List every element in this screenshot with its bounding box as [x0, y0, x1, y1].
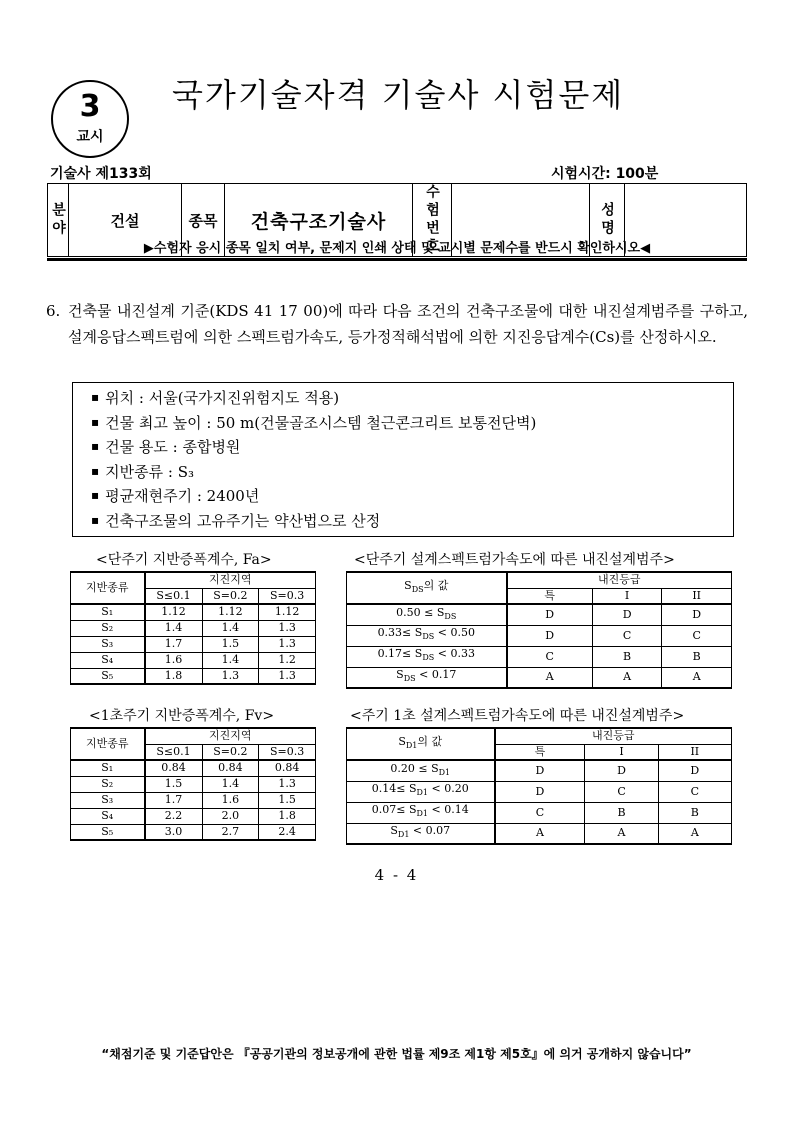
question-text: 건축물 내진설계 기준(KDS 41 17 00)에 따라 다음 조건의 건축구조물에 대한 내진설계범주를 구하고, 설계응답스펙트럼에 의한 스펙트럼가속도, 등가정적해석법에 의한 지진응답계수(Cs)를 산정하시오. — [68, 302, 748, 346]
table-row — [347, 802, 732, 823]
fv-site-cell: S₃ — [71, 792, 145, 808]
fa-header-site: 지반종류 — [71, 572, 145, 604]
fv-value-cell: 1.6 — [202, 792, 259, 808]
fv-site-cell: S₅ — [71, 824, 145, 840]
sds-value-cell: D — [507, 604, 593, 625]
name-label: 성명 — [590, 184, 625, 257]
table-row — [347, 604, 732, 625]
table-row — [347, 625, 732, 646]
condition-item: ▪ 건축구조물의 고유주기는 약산법으로 산정 — [91, 509, 733, 534]
sds-range-cell: $0.50 \le S_{DS}$ — [347, 604, 507, 625]
fv-value-cell: 2.0 — [202, 808, 259, 824]
sd1-col-header: 특 — [495, 744, 585, 760]
fv-value-cell: 0.84 — [145, 760, 203, 776]
field-value: 건설 — [69, 184, 182, 257]
fa-value-cell: 1.4 — [202, 652, 259, 668]
sd1-value-cell: D — [585, 760, 658, 781]
fv-col-header: S=0.2 — [202, 744, 259, 760]
sds-value-cell: B — [662, 646, 732, 667]
sds-value-cell: B — [592, 646, 661, 667]
session-number: 3 — [79, 89, 101, 124]
field-label: 분야 — [48, 184, 69, 257]
fv-value-cell: 2.2 — [145, 808, 203, 824]
sd1-header-value: $S_{D1}$의 값 — [347, 728, 495, 760]
sds-value-cell: D — [662, 604, 732, 625]
sds-col-header: II — [662, 588, 732, 604]
condition-item: ▪ 건물 용도 : 종합병원 — [91, 435, 733, 460]
fa-col-header: S=0.2 — [202, 588, 259, 604]
table-row — [71, 652, 316, 668]
sds-col-header: I — [592, 588, 661, 604]
table-row — [347, 781, 732, 802]
sds-col-header: 특 — [507, 588, 593, 604]
table-row — [71, 760, 316, 776]
fv-col-header: S≤0.1 — [145, 744, 203, 760]
page-title: 국가기술자격 기술사 시험문제 — [172, 76, 625, 114]
fa-value-cell: 1.4 — [145, 620, 203, 636]
sd1-value-cell: D — [658, 760, 731, 781]
fv-site-cell: S₂ — [71, 776, 145, 792]
fa-site-cell: S₁ — [71, 604, 145, 620]
fv-header-site: 지반종류 — [71, 728, 145, 760]
fa-value-cell: 1.3 — [259, 668, 316, 684]
condition-item: ▪ 건물 최고 높이 : 50 m(건물골조시스템 철근콘크리트 보통전단벽) — [91, 411, 733, 436]
session-label: 교시 — [76, 129, 104, 145]
disclosure-footer: “채점기준 및 기준답안은 『공공기관의 정보공개에 관한 법률 제9조 제1항 제5호』에 의거 공개하지 않습니다” — [101, 1047, 692, 1061]
fa-value-cell: 1.12 — [145, 604, 203, 620]
sd1-table-caption: <주기 1초 설계스펙트럼가속도에 따른 내진설계범주> — [350, 708, 685, 724]
sd1-value-cell: D — [495, 760, 585, 781]
fa-value-cell: 1.3 — [202, 668, 259, 684]
fv-table — [70, 727, 316, 841]
table-row — [347, 646, 732, 667]
table-row — [71, 604, 316, 620]
sds-range-cell: $S_{DS} < 0.17$ — [347, 667, 507, 688]
condition-item: ▪ 지반종류 : S₃ — [91, 460, 733, 485]
fa-value-cell: 1.4 — [202, 620, 259, 636]
fa-table — [70, 571, 316, 685]
fa-value-cell: 1.8 — [145, 668, 203, 684]
notice-banner: ▶수험자 응시 종목 일치 여부, 문제지 인쇄 상태 및 교시별 문제수를 반드시 확인하시오◀ — [47, 239, 747, 261]
sd1-range-cell: $0.20 \le S_{D1}$ — [347, 760, 495, 781]
fv-value-cell: 1.8 — [259, 808, 316, 824]
fa-value-cell: 1.12 — [259, 604, 316, 620]
sd1-header-grade: 내진등급 — [495, 728, 732, 744]
fv-value-cell: 2.4 — [259, 824, 316, 840]
fv-table-caption: <1초주기 지반증폭계수, Fv> — [89, 708, 275, 724]
sd1-range-cell: $0.14\le S_{D1} < 0.20$ — [347, 781, 495, 802]
table-row — [71, 620, 316, 636]
table-row — [347, 760, 732, 781]
fv-value-cell: 1.3 — [259, 776, 316, 792]
conditions-box — [72, 382, 734, 537]
fa-value-cell: 1.5 — [202, 636, 259, 652]
exam-time: 시험시간: 100분 — [551, 166, 659, 182]
sds-range-cell: $0.17\le S_{DS} < 0.33$ — [347, 646, 507, 667]
condition-item: ▪ 평균재현주기 : 2400년 — [91, 484, 733, 509]
sds-header-value: $S_{DS}$의 값 — [347, 572, 507, 604]
fv-value-cell: 1.5 — [259, 792, 316, 808]
sds-value-cell: C — [592, 625, 661, 646]
table-row — [71, 808, 316, 824]
fa-value-cell: 1.2 — [259, 652, 316, 668]
sd1-table — [346, 727, 732, 845]
table-row — [71, 792, 316, 808]
table-row — [347, 667, 732, 688]
sd1-value-cell: A — [495, 823, 585, 844]
fa-value-cell: 1.7 — [145, 636, 203, 652]
fa-value-cell: 1.12 — [202, 604, 259, 620]
table-row — [71, 636, 316, 652]
sds-range-cell: $0.33\le S_{DS} < 0.50$ — [347, 625, 507, 646]
sds-value-cell: C — [507, 646, 593, 667]
fa-site-cell: S₄ — [71, 652, 145, 668]
fv-value-cell: 0.84 — [259, 760, 316, 776]
question-block — [46, 298, 748, 350]
fa-header-region: 지진지역 — [145, 572, 316, 588]
fa-value-cell: 1.3 — [259, 636, 316, 652]
sds-value-cell: A — [507, 667, 593, 688]
fv-value-cell: 3.0 — [145, 824, 203, 840]
sd1-value-cell: D — [495, 781, 585, 802]
sds-value-cell: A — [592, 667, 661, 688]
page-number: 4 - 4 — [374, 866, 419, 884]
sd1-value-cell: B — [658, 802, 731, 823]
fv-value-cell: 1.4 — [202, 776, 259, 792]
table-row — [71, 668, 316, 684]
session-badge — [51, 80, 129, 158]
fa-col-header: S≤0.1 — [145, 588, 203, 604]
sd1-value-cell: A — [585, 823, 658, 844]
fv-value-cell: 2.7 — [202, 824, 259, 840]
sds-header-grade: 내진등급 — [507, 572, 732, 588]
sd1-value-cell: A — [658, 823, 731, 844]
sd1-value-cell: C — [585, 781, 658, 802]
sd1-range-cell: $0.07\le S_{D1} < 0.14$ — [347, 802, 495, 823]
table-row — [347, 823, 732, 844]
fv-value-cell: 1.5 — [145, 776, 203, 792]
sd1-col-header: I — [585, 744, 658, 760]
table-row — [71, 776, 316, 792]
condition-item: ▪ 위치 : 서울(국가지진위험지도 적용) — [91, 386, 733, 411]
exam-round: 기술사 제133회 — [50, 166, 152, 182]
sds-table — [346, 571, 732, 689]
fa-col-header: S=0.3 — [259, 588, 316, 604]
fv-col-header: S=0.3 — [259, 744, 316, 760]
examinee-no-label: 수험번호 — [413, 184, 452, 257]
fv-header-region: 지진지역 — [145, 728, 316, 744]
sds-value-cell: D — [507, 625, 593, 646]
sds-value-cell: A — [662, 667, 732, 688]
sd1-col-header: II — [658, 744, 731, 760]
sds-value-cell: C — [662, 625, 732, 646]
fa-site-cell: S₃ — [71, 636, 145, 652]
fa-site-cell: S₂ — [71, 620, 145, 636]
sd1-value-cell: C — [658, 781, 731, 802]
sds-table-caption: <단주기 설계스펙트럼가속도에 따른 내진설계범주> — [354, 552, 675, 568]
fa-value-cell: 1.3 — [259, 620, 316, 636]
fa-value-cell: 1.6 — [145, 652, 203, 668]
category-value: 건축구조기술사 — [225, 184, 413, 257]
fa-table-caption: <단주기 지반증폭계수, Fa> — [96, 552, 272, 568]
fv-site-cell: S₄ — [71, 808, 145, 824]
fv-value-cell: 1.7 — [145, 792, 203, 808]
sd1-value-cell: B — [585, 802, 658, 823]
question-number: 6. — [46, 302, 61, 320]
fa-site-cell: S₅ — [71, 668, 145, 684]
sds-value-cell: D — [592, 604, 661, 625]
category-label: 종목 — [182, 184, 225, 257]
fv-value-cell: 0.84 — [202, 760, 259, 776]
table-row — [71, 824, 316, 840]
sd1-range-cell: $S_{D1} < 0.07$ — [347, 823, 495, 844]
sd1-value-cell: C — [495, 802, 585, 823]
fv-site-cell: S₁ — [71, 760, 145, 776]
